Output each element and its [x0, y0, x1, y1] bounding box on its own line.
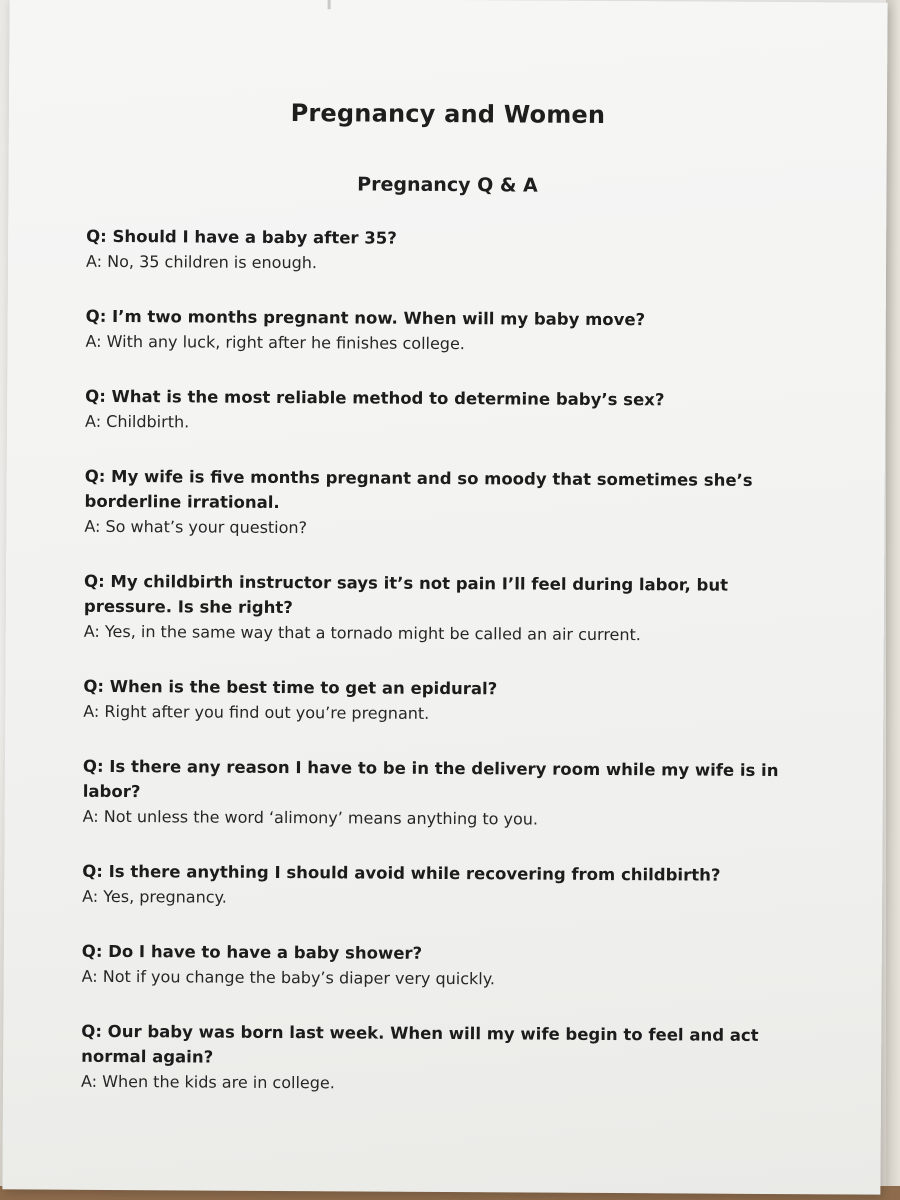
answer-text: A: So what’s your question? [84, 516, 308, 538]
question-text: Q: My childbirth instructor says it’s not pain I’ll feel during labor, but pressure. Is she right? [83, 571, 729, 618]
answer-text: A: Childbirth. [85, 411, 190, 432]
answer-text: A: Not unless the word ‘alimony’ means anything to you. [82, 806, 539, 829]
page-subtitle: Pregnancy Q & A [357, 173, 538, 197]
answer-text: A: With any luck, right after he finishes college. [85, 331, 465, 354]
tape-mark [328, 0, 331, 9]
answer-text: A: No, 35 children is enough. [85, 251, 318, 273]
answer-text: A: Right after you find out you’re pregnant. [83, 701, 430, 723]
question-text: Q: Is there any reason I have to be in the delivery room while my wife is in labor? [82, 756, 779, 802]
qa-item [86, 224, 816, 278]
answer-text: A: Not if you change the baby’s diaper very quickly. [81, 966, 496, 989]
question-text: Q: What is the most reliable method to determine baby’s sex? [85, 386, 665, 410]
qa-item [82, 859, 812, 913]
question-text: Q: I’m two months pregnant now. When will my baby move? [85, 306, 646, 330]
answer-text: A: When the kids are in college. [80, 1071, 335, 1093]
qa-item [82, 939, 812, 993]
question-text: Q: Is there anything I should avoid while recovering from childbirth? [82, 861, 721, 885]
answer-text: A: Yes, in the same way that a tornado might be called an air current. [83, 621, 641, 645]
qa-item [83, 754, 813, 833]
question-text: Q: When is the best time to get an epidural? [83, 676, 498, 699]
question-text: Q: Do I have to have a baby shower? [81, 941, 423, 963]
qa-item [85, 304, 815, 358]
question-text: Q: My wife is five months pregnant and so moody that sometimes she’s borderline irrational. [84, 466, 753, 512]
answer-text: A: Yes, pregnancy. [82, 886, 227, 907]
page-title: Pregnancy and Women [290, 99, 606, 129]
qa-item [81, 1019, 811, 1098]
qa-list [81, 224, 816, 1128]
wall-corner [886, 0, 900, 1200]
question-text: Q: Should I have a baby after 35? [86, 226, 397, 248]
qa-item [84, 464, 814, 543]
qa-item [85, 384, 815, 438]
printed-sheet [2, 0, 887, 1195]
qa-item [83, 674, 813, 728]
qa-item [84, 569, 814, 648]
question-text: Q: Our baby was born last week. When will my wife begin to feel and act normal again? [81, 1021, 759, 1067]
